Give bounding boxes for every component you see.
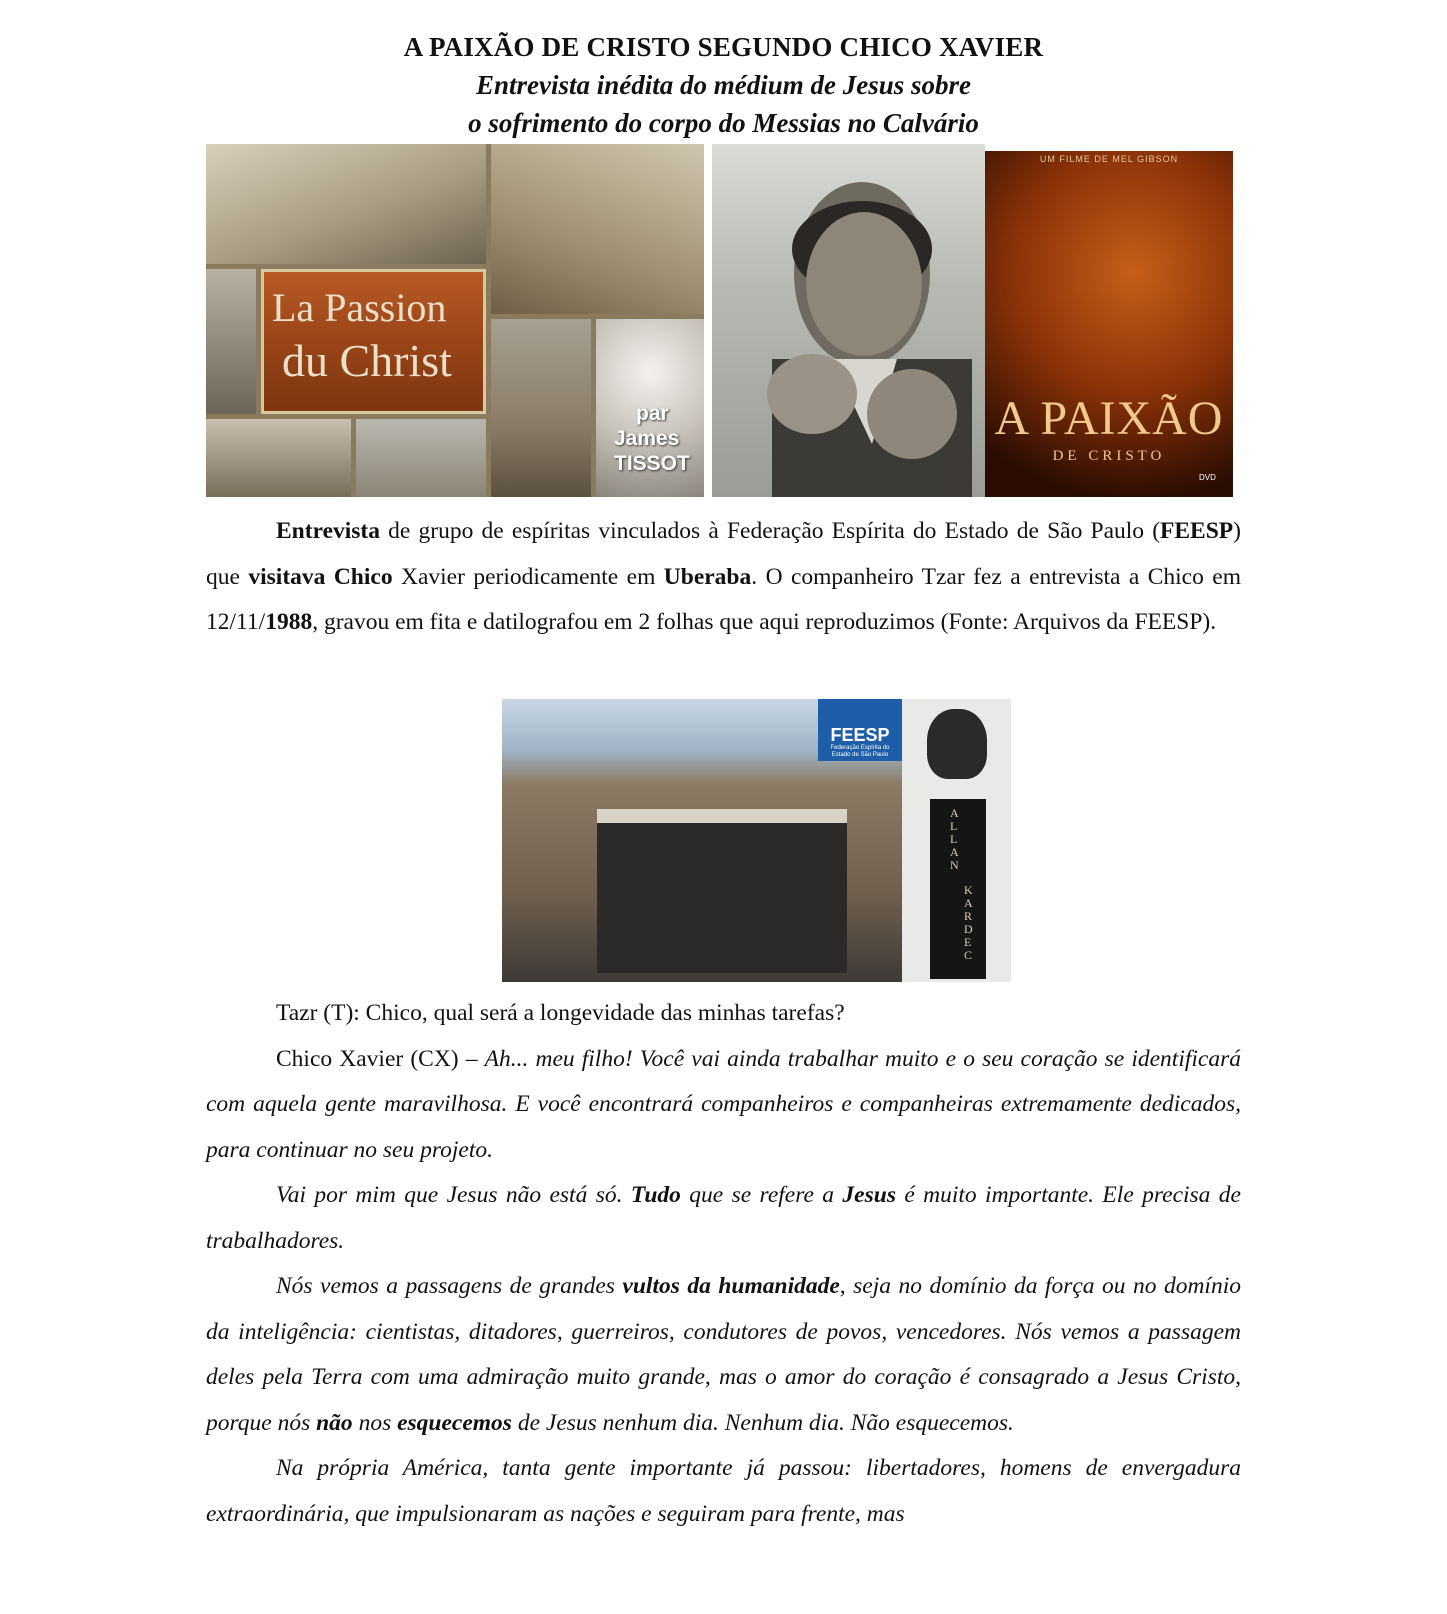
bust-panel <box>902 699 1011 982</box>
intro-text-4: . O companheiro Tzar fez a entrevista a Chico em 12/11/ <box>206 563 1241 635</box>
answer-1-speaker: Chico Xavier (CX) – <box>276 1045 485 1072</box>
collage-credit-3: TISSOT <box>614 452 690 475</box>
answer-1-text: Ah... meu filho! Você vai ainda trabalhar muito e o seu coração se identificará com aquela gente maravilhosa. E você encontrará companheiros e companheiras extremamente dedicados, para continuar no seu projeto. <box>206 1045 1241 1163</box>
collage-panel-bottom-left <box>206 419 351 497</box>
poster-title: A PAIXÃO <box>994 392 1224 445</box>
collage-panel-bottom-mid <box>356 419 486 497</box>
intro-text-1: de grupo de espíritas vinculados à Federação Espírita do Estado de São Paulo ( <box>380 518 1161 544</box>
page-title: A PAIXÃO DE CRISTO SEGUNDO CHICO XAVIER <box>403 32 1044 62</box>
intro-bold-1: Entrevista <box>276 518 381 544</box>
subtitle-line-2: o sofrimento do corpo do Messias no Calvário <box>468 108 979 138</box>
feesp-building-photo <box>502 699 1011 982</box>
collage-credit-2: James <box>614 427 680 450</box>
feesp-logo-panel <box>818 699 902 761</box>
p2-c: que se refere a <box>680 1182 843 1208</box>
intro-bold-3: visitava Chico <box>248 563 393 590</box>
p3-bold-1: vultos da humanidade <box>622 1273 840 1299</box>
p2-bold-1: Tudo <box>630 1182 681 1208</box>
collage-title-plaque <box>261 269 486 414</box>
subtitle-line-1: Entrevista inédita do médium de Jesus sobre <box>475 70 972 100</box>
collage-panel-cross <box>491 319 591 497</box>
collage-panel-left <box>206 269 256 414</box>
poster-subtitle: DE CRISTO <box>1052 448 1166 464</box>
p3-e: de Jesus nenhum dia. Nenhum dia. Não esquecemos. <box>511 1409 1014 1436</box>
collage-panel-crowd <box>491 144 704 314</box>
intro-text-5: , gravou em fita e datilografou em 2 folhas que aqui reproduzimos (Fonte: Arquivos da FEESP). <box>312 609 1217 635</box>
tissot-collage-image <box>206 144 704 497</box>
p3-bold-3: esquecemos <box>397 1409 512 1436</box>
p3-bold-2: não <box>316 1409 353 1436</box>
p2-a: Vai por mim que Jesus não está só. <box>276 1182 631 1208</box>
bust-text-1: ALLAN <box>950 806 959 872</box>
interview-text <box>206 991 1241 1537</box>
p2-bold-2: Jesus <box>842 1182 896 1208</box>
intro-text-2: ) que <box>206 518 1241 590</box>
feesp-logo-sub-2: Estado de São Paulo <box>831 752 889 758</box>
portrait-illustration <box>712 144 985 497</box>
p3-c: , seja no domínio da força ou no domínio da inteligência: cientistas, ditadores, guerreiros, condutores de povos, vencedores. Nós vemos a passagem deles pela Terra com uma admiração muito grande, mas o amor do coração é consagrado a Jesus Cristo, porque nós <box>206 1273 1241 1436</box>
intro-bold-4: Uberaba <box>663 563 752 590</box>
intro-bold-5: 1988 <box>265 609 313 635</box>
collage-panel-city <box>206 144 486 264</box>
intro-bold-2: FEESP <box>1160 518 1234 544</box>
p2-d: é muito importante. Ele precisa de trabalhadores. <box>206 1182 1241 1254</box>
collage-credit-1: par <box>636 402 669 425</box>
p3-a: Nós vemos a passagens de grandes <box>276 1273 623 1299</box>
poster-dvd-badge: DVD <box>1199 473 1216 482</box>
poster-top-text: UM FILME DE MEL GIBSON <box>1039 154 1179 164</box>
p3-d: nos <box>352 1409 398 1436</box>
paragraph-2 <box>206 1173 1241 1264</box>
paixao-movie-poster <box>985 151 1233 497</box>
title-block <box>0 28 1447 142</box>
building-entrance <box>597 809 847 973</box>
answer-1 <box>206 1037 1241 1174</box>
question-1: Tazr (T): Chico, qual será a longevidade das minhas tarefas? <box>276 1000 845 1026</box>
chico-xavier-photo <box>712 144 985 497</box>
paragraph-4: Na própria América, tanta gente importante já passou: libertadores, homens de envergadura extraordinária, que impulsionaram as nações e seguiram para frente, mas <box>206 1455 1241 1527</box>
bust-head <box>927 709 987 779</box>
intro-paragraph <box>206 509 1241 646</box>
collage-title-top: La Passion <box>272 285 447 330</box>
feesp-logo-sub-1: Federação Espírita do <box>830 745 890 751</box>
feesp-logo-text: FEESP <box>830 725 890 745</box>
collage-title-bottom: du Christ <box>282 335 452 386</box>
bust-text-2: KARDEC <box>964 883 973 962</box>
intro-text-3: Xavier periodicamente em <box>392 563 664 590</box>
paragraph-3 <box>206 1264 1241 1446</box>
